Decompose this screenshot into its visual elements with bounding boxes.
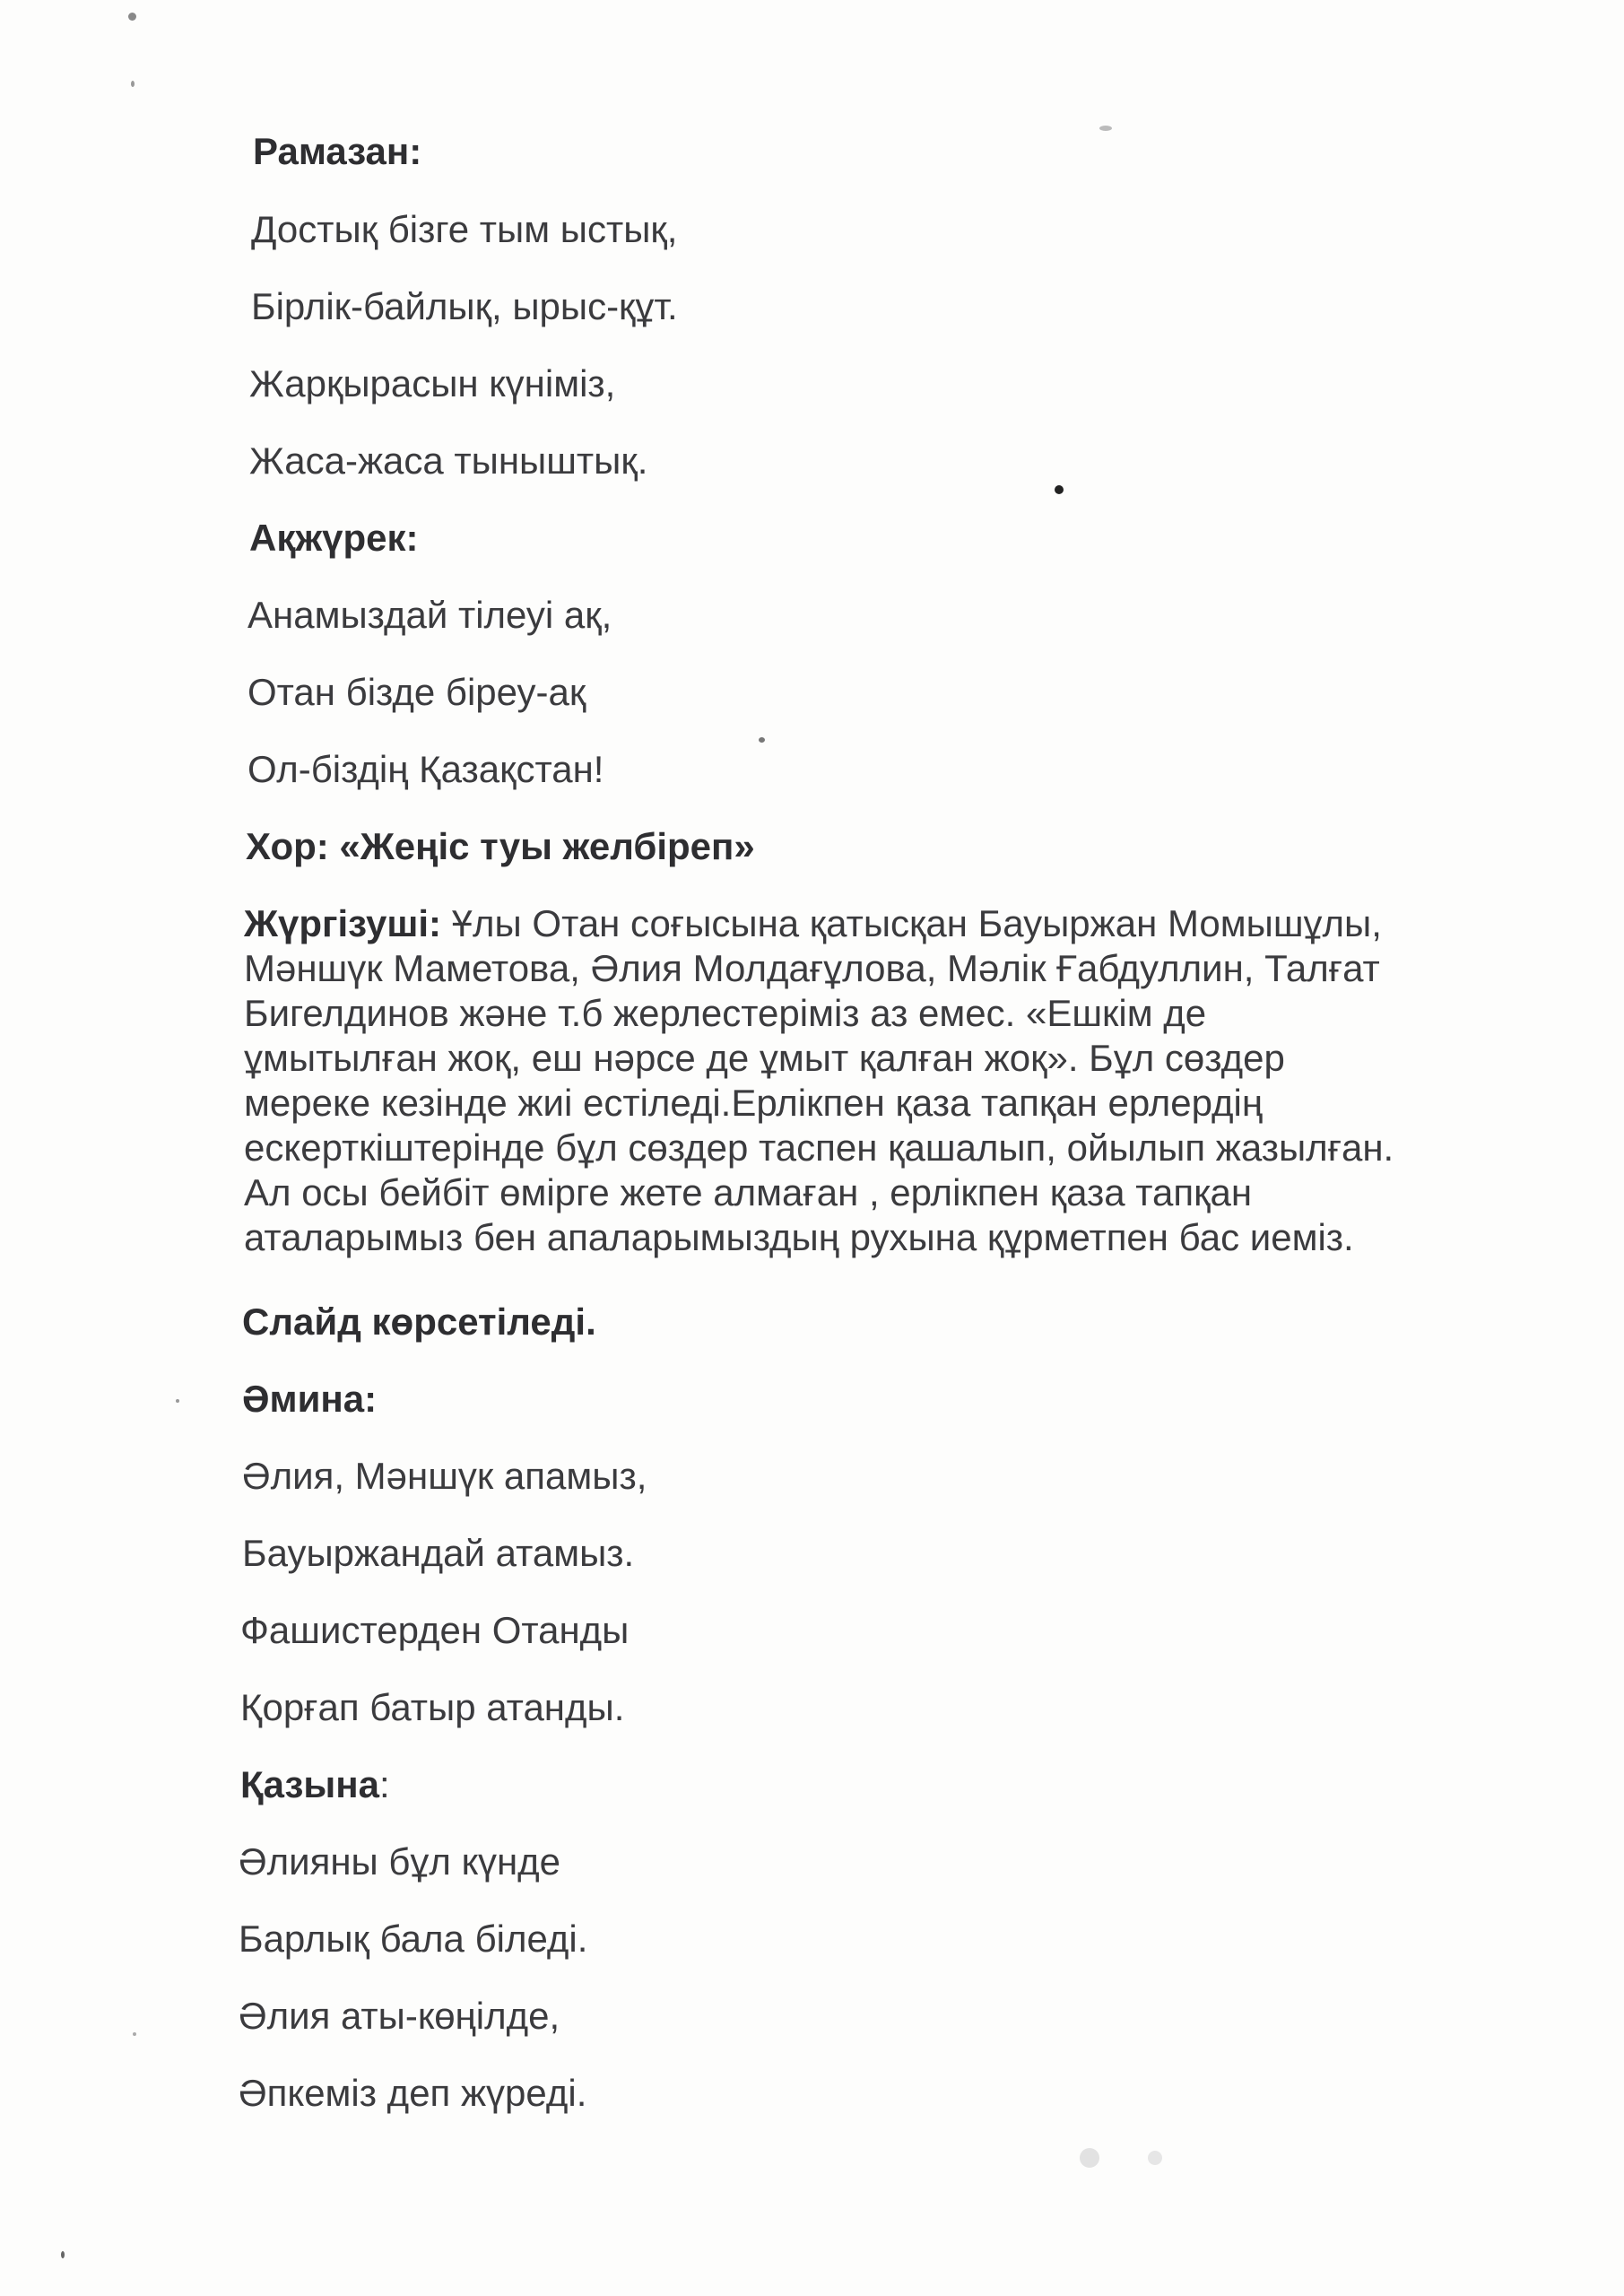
verse-line: Достық бізге тым ыстық, [251,208,678,250]
scan-speck [176,1399,179,1403]
narrator-paragraph [244,901,1394,1260]
verse-line: Отан бізде біреу-ақ [248,671,586,713]
verse-line: Фашистерден Отанды [240,1609,630,1651]
verse-line: Анамыздай тілеуі ақ, [248,594,612,636]
verse-line: Жарқырасын күніміз, [249,362,616,404]
paragraph-line: ескерткіштерінде бұл сөздер таспен қашалып, ойылып жазылған. [244,1126,1394,1169]
verse-line: Әлияны бұл күнде [239,1840,561,1883]
paragraph-line: мереке кезінде жиі естіледі.Ерлікпен қаза тапқан ерлердің [244,1082,1264,1124]
verse-line: Барлық бала біледі. [239,1918,588,1960]
speaker-akzhurek: Ақжүрек: [249,517,419,559]
scan-speck [1099,126,1112,131]
scan-speck [1148,2151,1162,2165]
verse-line: Қорғап батыр атанды. [240,1686,625,1728]
paragraph-line: аталарымыз бен апаларымыздың рухына құрметпен бас иеміз. [244,1216,1354,1258]
speaker-kazyna: Қазына: [240,1763,390,1805]
paragraph-line: Ал осы бейбіт өмірге жете алмаған , ерлікпен қаза тапқан [244,1171,1253,1213]
paragraph-line: Мәншүк Маметова, Әлия Молдағұлова, Мәлік Ғабдуллин, Талғат [244,947,1380,989]
verse-line: Әлия аты-көңілде, [239,1995,560,2037]
paragraph-line: ұмытылған жоқ, еш нәрсе де ұмыт қалған жоқ». Бұл сөздер [244,1037,1285,1079]
slide-note: Слайд көрсетіледі. [242,1300,596,1343]
verse-line: Әлия, Мәншүк апамыз, [242,1455,647,1497]
speaker-amina: Әмина: [242,1378,378,1420]
speaker-narrator: Жүргізуші: [244,902,441,944]
scan-speck [1080,2148,1099,2168]
verse-line: Әпкеміз деп жүреді. [239,2072,587,2114]
verse-line: Бірлік-байлық, ырыс-құт. [251,285,678,327]
verse-line: Ол-біздің Қазақстан! [248,748,604,790]
scan-speck [133,2032,136,2036]
scan-speck [759,737,765,743]
speaker-ramazan: Рамазан: [253,130,422,172]
verse-line: Бауыржандай атамыз. [242,1532,635,1574]
scan-speck [131,81,135,87]
scan-speck [128,13,136,21]
scan-speck [1055,485,1064,494]
paragraph-line: Бигелдинов және т.б жерлестеріміз аз емес. «Ешкім де [244,992,1207,1034]
verse-line: Жаса-жаса тыныштық. [249,439,648,482]
choir-heading: Хор: «Жеңіс туы желбіреп» [246,825,755,867]
scan-speck [61,2251,65,2258]
paragraph-line: Жүргізуші: Ұлы Отан соғысына қатысқан Бауыржан Момышұлы, [244,902,1382,944]
